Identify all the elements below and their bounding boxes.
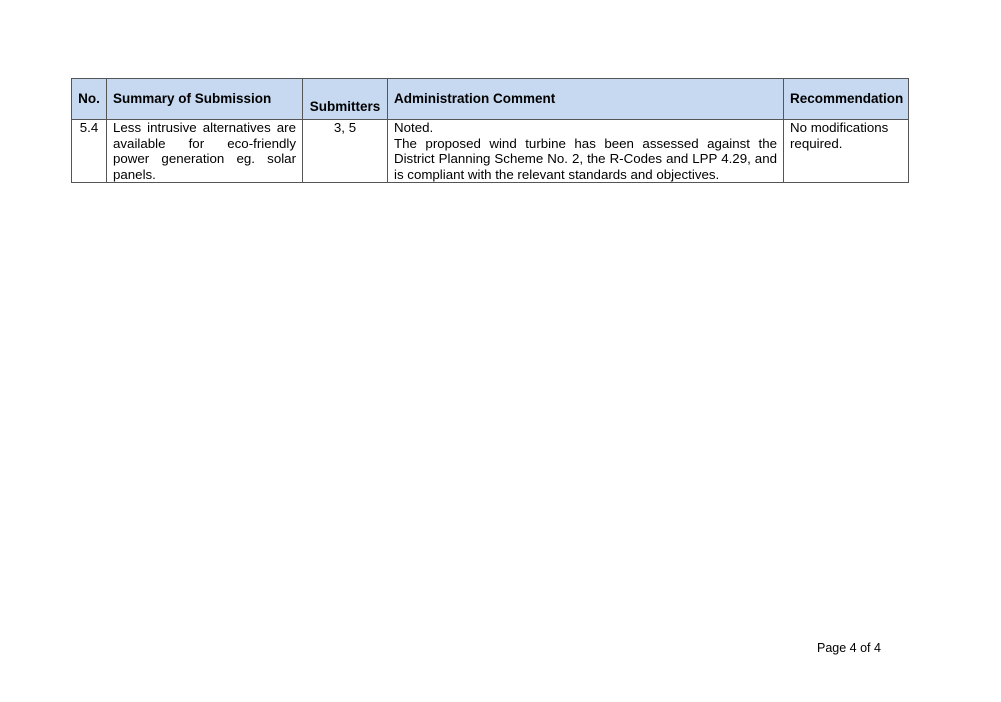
page-number: Page 4 of 4: [817, 641, 881, 655]
row-comment-noted: Noted.: [394, 120, 434, 135]
row-submitters: 3, 5: [303, 120, 388, 183]
header-comment: Administration Comment: [388, 79, 784, 120]
row-summary: Less intrusive alternatives are available for eco-friendly power generation eg. solar panels.: [107, 120, 303, 183]
row-comment-detail: The proposed wind turbine has been assessed against the District Planning Scheme No. 2, the R-Codes and LPP 4.29, and is compliant with the relevant standards and objectives.: [394, 135, 777, 182]
row-recommendation: No modifications required.: [784, 120, 909, 183]
header-submitters: Submitters: [303, 79, 388, 120]
row-number: 5.4: [72, 120, 107, 183]
header-summary: Summary of Submission: [107, 79, 303, 120]
header-no: No.: [72, 79, 107, 120]
row-comment: [388, 120, 784, 183]
table-row: [72, 120, 909, 183]
header-recommendation: Recommendation: [784, 79, 909, 120]
table-header-row: [72, 79, 909, 120]
submissions-table: [71, 78, 909, 183]
